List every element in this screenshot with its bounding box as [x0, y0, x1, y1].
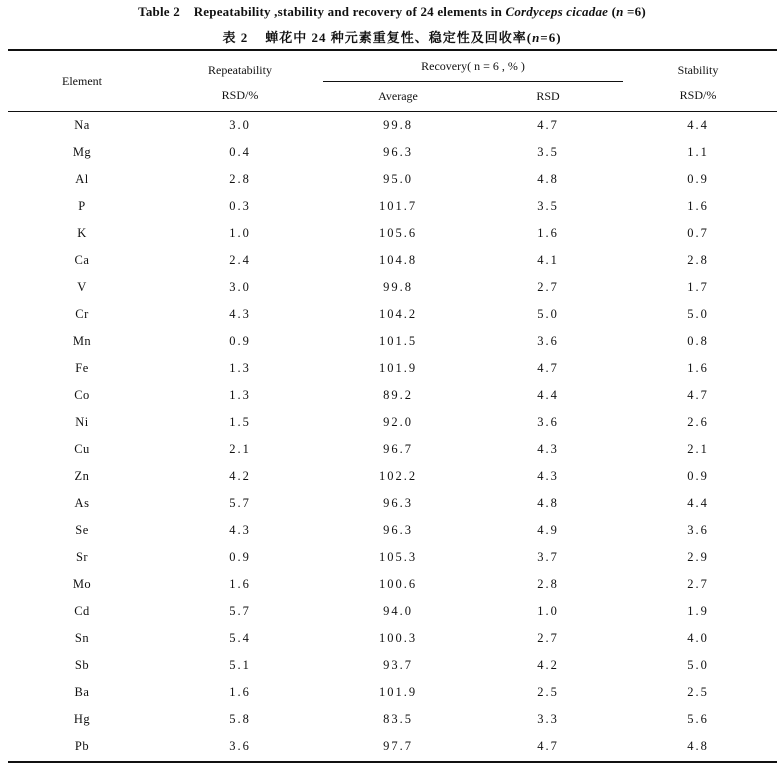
table-row — [0, 658, 784, 685]
cell-recovery-rsd: 2.7 — [537, 631, 559, 645]
cell-stability: 5.6 — [687, 712, 709, 726]
cell-stability: 0.9 — [687, 469, 709, 483]
table-row — [0, 334, 784, 361]
table-row — [0, 280, 784, 307]
cell-recovery-average: 97.7 — [383, 739, 413, 753]
title-text-cn: 蝉花中 24 种元素重复性、稳定性及回收率( — [265, 30, 533, 45]
cell-stability: 4.4 — [687, 118, 709, 132]
cell-stability: 1.1 — [687, 145, 709, 159]
cell-stability: 1.9 — [687, 604, 709, 618]
cell-repeatability: 4.3 — [229, 523, 251, 537]
cell-element: Cu — [74, 442, 90, 456]
table-label-en: Table 2 — [138, 4, 180, 19]
recovery-subheader-rule — [323, 81, 623, 82]
table-label-cn: 表 2 — [222, 30, 249, 45]
cell-element: Ca — [74, 253, 90, 267]
table-row — [0, 361, 784, 388]
cell-stability: 2.9 — [687, 550, 709, 564]
cell-stability: 5.0 — [687, 307, 709, 321]
cell-element: Sb — [74, 658, 90, 672]
table-row — [0, 415, 784, 442]
cell-recovery-rsd: 3.3 — [537, 712, 559, 726]
cell-element: Na — [74, 118, 90, 132]
header-element: Element — [62, 74, 102, 88]
table-title-english: Table 2 Repeatability ,stability and recovery of 24 elements in Cordyceps cicadae (n =6) — [138, 4, 646, 19]
table-row — [0, 307, 784, 334]
n-value: =6 — [627, 4, 642, 19]
cell-repeatability: 3.0 — [229, 118, 251, 132]
cell-recovery-average: 101.9 — [378, 685, 418, 699]
cell-recovery-rsd: 2.7 — [537, 280, 559, 294]
table-row — [0, 496, 784, 523]
cell-recovery-average: 95.0 — [383, 172, 413, 186]
cell-stability: 1.6 — [687, 199, 709, 213]
cell-recovery-rsd: 3.5 — [537, 145, 559, 159]
table-row — [0, 226, 784, 253]
header-recovery: Recovery( n = 6 , % ) — [421, 59, 525, 73]
cell-element: Se — [75, 523, 89, 537]
cell-recovery-average: 94.0 — [383, 604, 413, 618]
cell-recovery-rsd: 3.7 — [537, 550, 559, 564]
table-row — [0, 145, 784, 172]
table-row — [0, 577, 784, 604]
table-row — [0, 199, 784, 226]
cell-element: Mo — [72, 577, 92, 591]
table-row — [0, 442, 784, 469]
cell-recovery-rsd: 4.2 — [537, 658, 559, 672]
cell-recovery-rsd: 4.7 — [537, 361, 559, 375]
cell-element: Hg — [73, 712, 91, 726]
table-row — [0, 388, 784, 415]
cell-recovery-average: 100.3 — [378, 631, 418, 645]
cell-stability: 2.6 — [687, 415, 709, 429]
cell-recovery-average: 99.8 — [383, 280, 413, 294]
cell-recovery-rsd: 4.7 — [537, 739, 559, 753]
table-row — [0, 604, 784, 631]
table-row — [0, 631, 784, 658]
table-row — [0, 523, 784, 550]
cell-recovery-average: 105.3 — [378, 550, 418, 564]
cell-recovery-rsd: 4.8 — [537, 496, 559, 510]
table-row — [0, 172, 784, 199]
cell-repeatability: 2.8 — [229, 172, 251, 186]
cell-stability: 2.8 — [687, 253, 709, 267]
table-row — [0, 712, 784, 739]
n-value-cn: =6) — [540, 30, 562, 45]
cell-element: Cr — [75, 307, 89, 321]
cell-repeatability: 1.6 — [229, 685, 251, 699]
table-row — [0, 685, 784, 712]
cell-recovery-rsd: 3.6 — [537, 334, 559, 348]
cell-repeatability: 1.6 — [229, 577, 251, 591]
cell-recovery-average: 92.0 — [383, 415, 413, 429]
top-rule — [8, 49, 777, 51]
cell-recovery-average: 96.7 — [383, 442, 413, 456]
cell-element: Pb — [74, 739, 90, 753]
cell-stability: 1.7 — [687, 280, 709, 294]
cell-recovery-rsd: 5.0 — [537, 307, 559, 321]
cell-stability: 2.1 — [687, 442, 709, 456]
cell-recovery-average: 100.6 — [378, 577, 418, 591]
cell-stability: 1.6 — [687, 361, 709, 375]
cell-recovery-average: 99.8 — [383, 118, 413, 132]
header-rsd: RSD — [536, 89, 560, 103]
header-stability: Stability — [677, 63, 719, 77]
cell-repeatability: 1.5 — [229, 415, 251, 429]
cell-element: Zn — [74, 469, 90, 483]
species-name: Cordyceps cicadae — [505, 4, 609, 19]
cell-recovery-rsd: 1.0 — [537, 604, 559, 618]
cell-recovery-rsd: 4.3 — [537, 469, 559, 483]
cell-recovery-average: 83.5 — [383, 712, 413, 726]
cell-stability: 4.4 — [687, 496, 709, 510]
cell-element: Ba — [74, 685, 90, 699]
cell-element: As — [74, 496, 90, 510]
cell-element: Fe — [75, 361, 89, 375]
cell-element: Co — [74, 388, 90, 402]
cell-recovery-average: 101.9 — [378, 361, 418, 375]
cell-recovery-rsd: 4.1 — [537, 253, 559, 267]
cell-element: P — [78, 199, 86, 213]
cell-stability: 0.8 — [687, 334, 709, 348]
cell-repeatability: 5.1 — [229, 658, 251, 672]
cell-recovery-average: 102.2 — [378, 469, 418, 483]
table-title-chinese — [0, 27, 784, 46]
cell-repeatability: 2.1 — [229, 442, 251, 456]
cell-recovery-rsd: 4.3 — [537, 442, 559, 456]
cell-stability: 2.5 — [687, 685, 709, 699]
cell-stability: 4.7 — [687, 388, 709, 402]
cell-recovery-rsd: 4.4 — [537, 388, 559, 402]
cell-recovery-rsd: 4.7 — [537, 118, 559, 132]
cell-recovery-average: 104.8 — [378, 253, 418, 267]
cell-repeatability: 5.8 — [229, 712, 251, 726]
cell-recovery-rsd: 3.5 — [537, 199, 559, 213]
cell-stability: 2.7 — [687, 577, 709, 591]
table-row — [0, 469, 784, 496]
table-row — [0, 253, 784, 280]
cell-repeatability: 3.0 — [229, 280, 251, 294]
cell-stability: 5.0 — [687, 658, 709, 672]
cell-recovery-average: 105.6 — [378, 226, 418, 240]
cell-repeatability: 1.3 — [229, 388, 251, 402]
cell-element: V — [77, 280, 87, 294]
cell-element: Sn — [74, 631, 90, 645]
cell-repeatability: 3.6 — [229, 739, 251, 753]
table-row — [0, 550, 784, 577]
cell-element: Mn — [72, 334, 92, 348]
cell-recovery-average: 89.2 — [383, 388, 413, 402]
table-row — [0, 118, 784, 145]
cell-repeatability: 4.3 — [229, 307, 251, 321]
cell-recovery-average: 104.2 — [378, 307, 418, 321]
cell-stability: 4.0 — [687, 631, 709, 645]
cell-stability: 0.9 — [687, 172, 709, 186]
header-repeatability-unit: RSD/% — [221, 88, 259, 102]
cell-repeatability: 5.4 — [229, 631, 251, 645]
cell-repeatability: 4.2 — [229, 469, 251, 483]
cell-stability: 0.7 — [687, 226, 709, 240]
cell-recovery-rsd: 2.8 — [537, 577, 559, 591]
cell-recovery-average: 96.3 — [383, 496, 413, 510]
n-symbol: n — [616, 4, 624, 19]
cell-repeatability: 5.7 — [229, 496, 251, 510]
header-bottom-rule — [8, 111, 777, 112]
cell-recovery-rsd: 1.6 — [537, 226, 559, 240]
cell-stability: 3.6 — [687, 523, 709, 537]
header-repeatability: Repeatability — [208, 63, 272, 77]
cell-repeatability: 1.0 — [229, 226, 251, 240]
title-text-en: Repeatability ,stability and recovery of 24 elements in — [193, 4, 506, 19]
cell-repeatability: 2.4 — [229, 253, 251, 267]
table-row — [0, 739, 784, 766]
cell-element: Al — [75, 172, 89, 186]
cell-recovery-rsd: 4.8 — [537, 172, 559, 186]
cell-element: Sr — [75, 550, 89, 564]
cell-recovery-average: 101.5 — [378, 334, 418, 348]
cell-stability: 4.8 — [687, 739, 709, 753]
cell-element: Cd — [74, 604, 90, 618]
cell-repeatability: 5.7 — [229, 604, 251, 618]
cell-repeatability: 0.9 — [229, 550, 251, 564]
n-symbol-cn: n — [532, 30, 541, 45]
header-stability-unit: RSD/% — [679, 88, 717, 102]
cell-repeatability: 0.4 — [229, 145, 251, 159]
cell-repeatability: 0.9 — [229, 334, 251, 348]
cell-recovery-rsd: 2.5 — [537, 685, 559, 699]
cell-recovery-average: 93.7 — [383, 658, 413, 672]
header-average: Average — [378, 89, 418, 103]
cell-element: K — [77, 226, 87, 240]
cell-recovery-average: 96.3 — [383, 145, 413, 159]
cell-recovery-average: 101.7 — [378, 199, 418, 213]
cell-element: Ni — [75, 415, 89, 429]
cell-repeatability: 1.3 — [229, 361, 251, 375]
cell-recovery-rsd: 3.6 — [537, 415, 559, 429]
cell-recovery-average: 96.3 — [383, 523, 413, 537]
cell-recovery-rsd: 4.9 — [537, 523, 559, 537]
cell-element: Mg — [72, 145, 92, 159]
cell-repeatability: 0.3 — [229, 199, 251, 213]
